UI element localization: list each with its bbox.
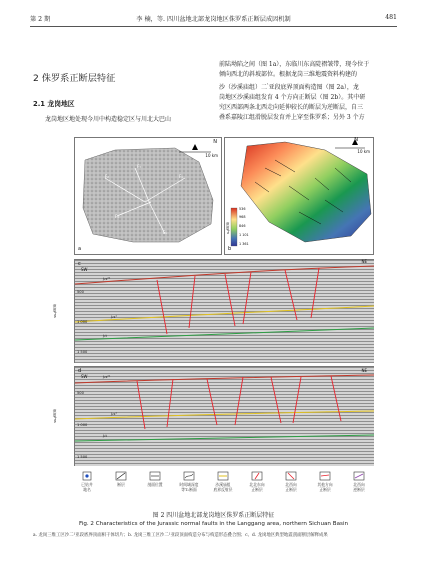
figure-caption-en: Fig. 2 Characteristics of the Jurassic normal faults in the Langgang area, northern Sichuan Basin <box>78 521 349 527</box>
fault-label: F₂ <box>105 174 109 179</box>
panel-b-scale: 10 km <box>357 149 370 154</box>
depth-legend-value: 968 <box>239 215 246 219</box>
panel-a-coherence-slice <box>74 137 222 255</box>
figure-caption-cn: 图 2 四川盆地北部龙岗地区侏罗系正断层特征 <box>152 512 275 519</box>
panel-b-structure-map <box>224 137 374 255</box>
ytick: 1 000 <box>77 423 88 427</box>
fault-label: F₁ <box>179 174 183 179</box>
panel-b-north: N <box>354 137 358 143</box>
panel-b-letter: b <box>228 246 232 252</box>
ytick: 1 500 <box>77 455 88 459</box>
legend-item-horizon <box>210 470 236 492</box>
fault-label: F₅ <box>163 230 167 235</box>
depth-legend-value: 1 101 <box>239 233 249 237</box>
horizon-label: J₂s¹ <box>111 315 117 319</box>
yaxis-label: 深度/ms <box>53 409 57 423</box>
legend-label: 北西向 正断层 <box>285 482 297 492</box>
legend-label: 时间域深度 等T₀断面 <box>179 482 199 492</box>
structure-depth-map <box>225 138 374 255</box>
panel-c-letter: c <box>78 261 81 267</box>
para-text: 沙（沙溪庙组）二 <box>219 84 268 91</box>
legend-item-fault-nne <box>244 470 270 492</box>
panel-d-letter: d <box>78 368 82 374</box>
legend-label: 剖面位置 <box>147 482 163 487</box>
profile-sw-label: SW <box>81 374 88 379</box>
header-rule <box>30 26 397 27</box>
para-text: 亚段底界顶面构造图（图 2a），龙 <box>268 84 359 91</box>
ytick: 500 <box>77 391 84 395</box>
ytick: 500 <box>77 290 84 294</box>
horizon-label: J₁t <box>103 434 107 438</box>
legend-item-fault <box>108 470 134 488</box>
ytick: 1 500 <box>77 350 88 354</box>
legend-item-fault-other <box>312 470 338 492</box>
legend-item-contour <box>176 470 202 492</box>
horizon-label: J₁t <box>103 334 107 338</box>
horizon-label: J₂s¹ <box>111 412 117 416</box>
legend-item-profile <box>142 470 168 488</box>
fault-label: F₃ <box>137 164 141 169</box>
seismic-section-c <box>75 260 374 363</box>
depth-legend-value: 1 361 <box>239 242 249 246</box>
legend-label: 其他方向 正断层 <box>317 482 333 492</box>
left-paragraph: 龙岗地区地处现今川中构造稳定区与川北大巴山 <box>45 116 172 123</box>
panel-a-north: N <box>213 139 217 145</box>
right-paragraph <box>219 60 397 123</box>
profile-ne-label: NE <box>361 259 367 264</box>
figure-note: a. 龙岗三维工区沙二¹亚段底界顶面相干体切片；b. 龙岗三维工区沙二¹亚段顶面构造分布与构造形态叠合图；c、d. 龙岗地区典型地震剖面断层解释成果 <box>33 533 328 538</box>
panel-a-scale: 10 km <box>205 153 218 158</box>
legend-item-fault-reverse <box>346 470 372 492</box>
para-line: 前陆坳陷之间（图 1a），东临川东高陡褶皱带，现今位于 <box>219 61 370 68</box>
panel-c-seismic-profile <box>53 259 374 363</box>
legend-label: 沙溪庙组 底界反射层 <box>213 482 233 492</box>
figure-legend <box>74 470 394 502</box>
depth-legend-title: 深度/m <box>226 222 230 234</box>
yaxis-label: 深度/ms <box>53 304 57 318</box>
ytick: 1 000 <box>77 320 88 324</box>
running-header <box>0 14 427 26</box>
running-title: 李 楠，等. 四川盆地北部龙岗地区侏罗系正断层成因机制 <box>136 16 291 23</box>
legend-item-well <box>74 470 100 492</box>
superscript: ¹ <box>267 82 269 87</box>
page-number: 481 <box>385 14 397 21</box>
section-heading: 2 侏罗系正断层特征 <box>33 73 116 84</box>
legend-label: 北西向 逆断层 <box>353 482 365 492</box>
legend-item-fault-nw <box>278 470 304 492</box>
profile-sw-label: SW <box>81 267 88 272</box>
panel-d-seismic-profile <box>53 366 374 466</box>
seismic-section-d <box>75 367 374 466</box>
para-line: 倾向西北的斜坡部位。根据龙岗三维地震资料构建的 <box>219 71 358 78</box>
fault-label: F₄ <box>115 214 119 219</box>
depth-legend-value: 846 <box>239 224 246 228</box>
depth-legend-value: 536 <box>239 207 246 211</box>
subsection-heading: 2.1 龙岗地区 <box>33 100 75 108</box>
panel-a-letter: a <box>78 246 82 252</box>
para-line: 究区西部两条北西走向延伸较长的断层为逆断层，自三 <box>219 104 364 111</box>
horizon-label: J₂s²¹ <box>103 375 111 379</box>
horizon-label: J₂s²¹ <box>103 277 111 281</box>
para-line: 叠系嘉陵江组滑脱层发育并上穿至侏罗系；另外 3 个方 <box>219 114 365 121</box>
para-line <box>219 80 397 93</box>
coherence-map <box>75 138 222 255</box>
legend-label: 已钻井 地名 <box>81 482 93 492</box>
issue-number: 第 2 期 <box>30 16 51 23</box>
legend-label: 断层 <box>117 482 125 487</box>
para-line: 岗地区沙溪庙组发育 4 个方向正断层（图 2b）。其中研 <box>219 94 366 101</box>
profile-ne-label: NE <box>361 368 367 373</box>
legend-label: 北北东向 正断层 <box>249 482 265 492</box>
